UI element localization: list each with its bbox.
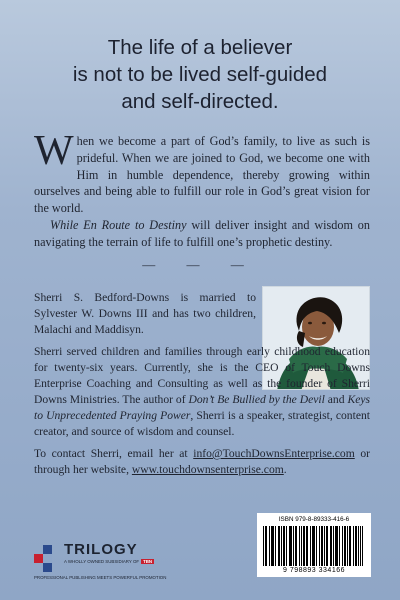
book-description	[34, 128, 370, 251]
subsidiary-text: A WHOLLY OWNED SUBSIDIARY OF	[64, 559, 140, 564]
logo-square	[43, 545, 52, 554]
headline-line-3: and self-directed.	[121, 90, 279, 113]
publisher-tagline: PROFESSIONAL PUBLISHING MEETS POWERFUL PROMOTION	[34, 575, 167, 580]
isbn-barcode	[257, 513, 371, 577]
intro-paragraph-1	[34, 128, 370, 217]
publisher-name: TRILOGY	[64, 541, 138, 558]
tbn-badge: TBN	[143, 559, 153, 564]
barcode-digits: 9 798893 334166	[283, 567, 345, 574]
logo-square	[34, 554, 43, 563]
bio-paragraph-3	[34, 446, 370, 478]
bio-paragraph-2-start: Sherri served children and families through early childhood education for twenty-six years. Currently, she is the CEO of Touch Downs Enterprise Coaching and Consulting as well as the founder of Sherri Downs Ministries. The author of	[34, 345, 370, 406]
intro-paragraph-2	[34, 217, 370, 251]
author-bio	[34, 290, 370, 484]
bio-book-1: Don’t Be Bullied by the Devil	[188, 393, 325, 406]
contact-text-mid: or through her website,	[34, 447, 370, 476]
publisher-subsidiary	[64, 559, 154, 564]
logo-square	[43, 563, 52, 572]
bio-paragraph-1: Sherri S. Bedford-Downs is married to Sylvester W. Downs III and has two children, Malachi and Maddisyn.	[34, 291, 256, 336]
section-separator: — — —	[142, 257, 258, 272]
book-title: While En Route to Destiny	[50, 217, 187, 232]
intro-paragraph-2-text: will deliver insight and wisdom on navigating the terrain of life to fulfill one’s prophetic destiny.	[34, 217, 370, 249]
barcode-icon	[263, 526, 365, 566]
headline-line-1: The life of a believer	[107, 36, 293, 59]
trilogy-squares-icon	[34, 545, 60, 571]
email-link[interactable]: info@TouchDownsEnterprise.com	[193, 447, 355, 460]
drop-cap: W	[34, 128, 74, 174]
contact-text-end: .	[283, 463, 287, 476]
website-link[interactable]: www.touchdownsenterprise.com	[131, 463, 284, 476]
publisher-logo	[34, 539, 234, 587]
logo-square	[43, 554, 52, 563]
headline	[0, 34, 400, 115]
isbn-number: ISBN 979-8-89333-416-6	[278, 516, 350, 523]
bio-paragraph-2	[34, 344, 370, 440]
bio-and: and	[324, 393, 348, 406]
bio-book-2: Keys to Unprecedented Praying Power	[34, 393, 371, 422]
bio-paragraph-2-end: , Sherri is a speaker, strategist, content creator, and source of wisdom and counsel.	[34, 409, 370, 438]
headline-line-2: is not to be lived self-guided	[72, 63, 328, 86]
intro-paragraph-1-text: hen we become a part of God’s family, to live as such is prideful. When we are joined to God, we become one with Him in humble dependence, thereby growing within ourselves and being able to fulfill our role in God’s great vision for the world.	[34, 134, 370, 216]
contact-text-start: To contact Sherri, email her at	[34, 447, 194, 460]
